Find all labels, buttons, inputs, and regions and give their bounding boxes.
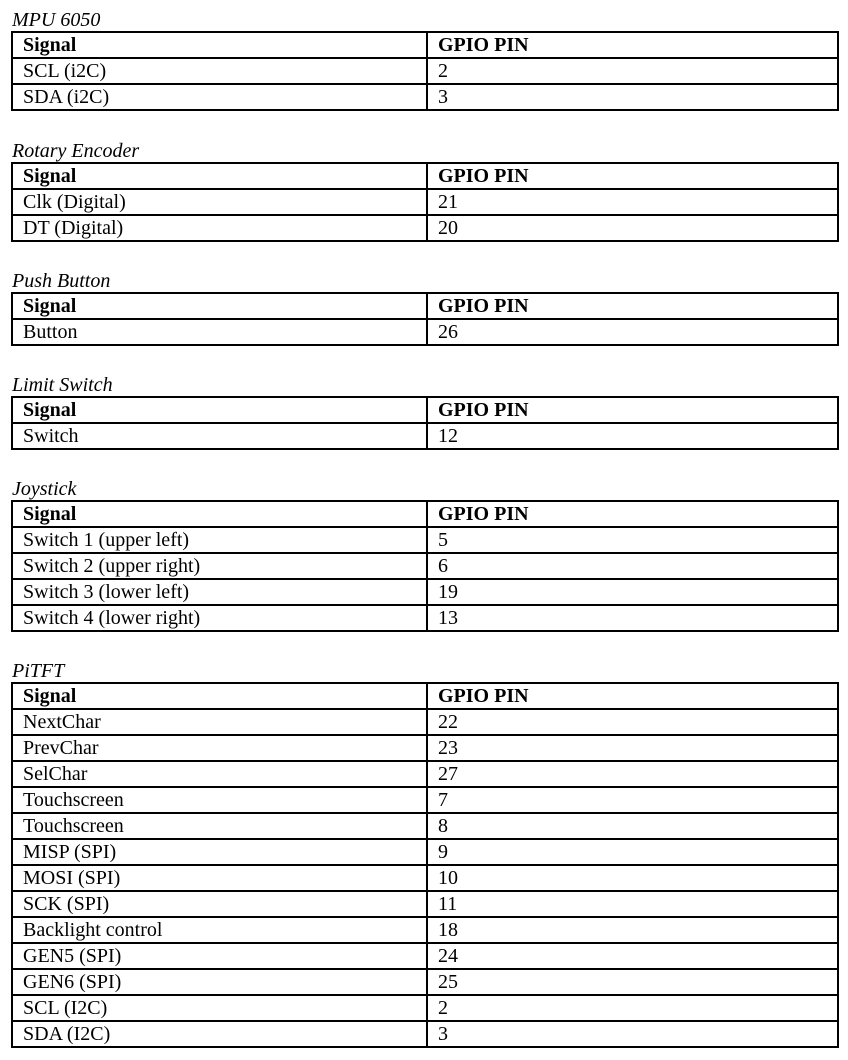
table-row bbox=[12, 579, 838, 605]
cell-signal: Touchscreen bbox=[12, 813, 427, 839]
cell-signal: Switch 4 (lower right) bbox=[12, 605, 427, 631]
header-signal: Signal bbox=[12, 397, 427, 423]
table-row bbox=[12, 813, 838, 839]
cell-signal: Switch 1 (upper left) bbox=[12, 527, 427, 553]
table-header-row bbox=[12, 32, 838, 58]
table-row bbox=[12, 709, 838, 735]
table-header-row bbox=[12, 163, 838, 189]
cell-gpio-pin: 9 bbox=[427, 839, 838, 865]
cell-gpio-pin: 3 bbox=[427, 1021, 838, 1047]
table-row bbox=[12, 969, 838, 995]
table-header-row bbox=[12, 683, 838, 709]
cell-gpio-pin: 25 bbox=[427, 969, 838, 995]
section-joystick bbox=[11, 478, 837, 632]
cell-gpio-pin: 8 bbox=[427, 813, 838, 839]
section-rotary-encoder bbox=[11, 140, 837, 242]
table-row bbox=[12, 865, 838, 891]
cell-signal: Button bbox=[12, 319, 427, 345]
section-mpu6050 bbox=[11, 9, 837, 111]
header-signal: Signal bbox=[12, 32, 427, 58]
cell-gpio-pin: 23 bbox=[427, 735, 838, 761]
section-title: Push Button bbox=[12, 270, 111, 292]
table-header-row bbox=[12, 293, 838, 319]
cell-gpio-pin: 2 bbox=[427, 58, 838, 84]
cell-gpio-pin: 7 bbox=[427, 787, 838, 813]
cell-signal: DT (Digital) bbox=[12, 215, 427, 241]
cell-gpio-pin: 3 bbox=[427, 84, 838, 110]
cell-gpio-pin: 12 bbox=[427, 423, 838, 449]
cell-signal: Touchscreen bbox=[12, 787, 427, 813]
cell-signal: GEN5 (SPI) bbox=[12, 943, 427, 969]
cell-signal: SCL (I2C) bbox=[12, 995, 427, 1021]
pin-table bbox=[11, 31, 839, 111]
section-title: Limit Switch bbox=[12, 374, 113, 396]
cell-signal: PrevChar bbox=[12, 735, 427, 761]
table-header-row bbox=[12, 397, 838, 423]
section-limit-switch bbox=[11, 374, 837, 450]
cell-signal: Backlight control bbox=[12, 917, 427, 943]
table-row bbox=[12, 319, 838, 345]
cell-signal: Switch bbox=[12, 423, 427, 449]
table-row bbox=[12, 891, 838, 917]
cell-gpio-pin: 21 bbox=[427, 189, 838, 215]
cell-gpio-pin: 11 bbox=[427, 891, 838, 917]
cell-signal: NextChar bbox=[12, 709, 427, 735]
header-signal: Signal bbox=[12, 293, 427, 319]
cell-gpio-pin: 20 bbox=[427, 215, 838, 241]
table-row bbox=[12, 84, 838, 110]
table-row bbox=[12, 917, 838, 943]
header-gpio-pin: GPIO PIN bbox=[427, 32, 838, 58]
table-row bbox=[12, 189, 838, 215]
header-gpio-pin: GPIO PIN bbox=[427, 501, 838, 527]
pin-table bbox=[11, 162, 839, 242]
table-row bbox=[12, 553, 838, 579]
section-title: PiTFT bbox=[12, 660, 65, 682]
section-title: Joystick bbox=[12, 478, 77, 500]
cell-signal: MOSI (SPI) bbox=[12, 865, 427, 891]
cell-signal: SCL (i2C) bbox=[12, 58, 427, 84]
table-row bbox=[12, 787, 838, 813]
cell-gpio-pin: 5 bbox=[427, 527, 838, 553]
table-row bbox=[12, 527, 838, 553]
cell-gpio-pin: 27 bbox=[427, 761, 838, 787]
pin-table bbox=[11, 396, 839, 450]
cell-gpio-pin: 2 bbox=[427, 995, 838, 1021]
header-gpio-pin: GPIO PIN bbox=[427, 293, 838, 319]
table-row bbox=[12, 423, 838, 449]
cell-signal: Switch 3 (lower left) bbox=[12, 579, 427, 605]
cell-signal: SelChar bbox=[12, 761, 427, 787]
cell-gpio-pin: 22 bbox=[427, 709, 838, 735]
table-row bbox=[12, 943, 838, 969]
section-pitft bbox=[11, 660, 837, 1048]
header-gpio-pin: GPIO PIN bbox=[427, 397, 838, 423]
header-signal: Signal bbox=[12, 163, 427, 189]
cell-signal: Clk (Digital) bbox=[12, 189, 427, 215]
cell-gpio-pin: 26 bbox=[427, 319, 838, 345]
table-row bbox=[12, 58, 838, 84]
header-signal: Signal bbox=[12, 683, 427, 709]
cell-gpio-pin: 10 bbox=[427, 865, 838, 891]
cell-signal: Switch 2 (upper right) bbox=[12, 553, 427, 579]
cell-signal: SDA (I2C) bbox=[12, 1021, 427, 1047]
table-row bbox=[12, 215, 838, 241]
header-gpio-pin: GPIO PIN bbox=[427, 683, 838, 709]
pin-table bbox=[11, 500, 839, 632]
header-gpio-pin: GPIO PIN bbox=[427, 163, 838, 189]
cell-gpio-pin: 18 bbox=[427, 917, 838, 943]
section-title: MPU 6050 bbox=[12, 9, 101, 31]
cell-signal: SDA (i2C) bbox=[12, 84, 427, 110]
table-row bbox=[12, 761, 838, 787]
pin-table bbox=[11, 292, 839, 346]
cell-signal: MISP (SPI) bbox=[12, 839, 427, 865]
table-row bbox=[12, 1021, 838, 1047]
table-header-row bbox=[12, 501, 838, 527]
cell-signal: GEN6 (SPI) bbox=[12, 969, 427, 995]
table-row bbox=[12, 995, 838, 1021]
header-signal: Signal bbox=[12, 501, 427, 527]
table-row bbox=[12, 839, 838, 865]
cell-gpio-pin: 13 bbox=[427, 605, 838, 631]
cell-gpio-pin: 24 bbox=[427, 943, 838, 969]
pin-table bbox=[11, 682, 839, 1048]
cell-gpio-pin: 19 bbox=[427, 579, 838, 605]
cell-signal: SCK (SPI) bbox=[12, 891, 427, 917]
section-title: Rotary Encoder bbox=[12, 140, 140, 162]
table-row bbox=[12, 735, 838, 761]
cell-gpio-pin: 6 bbox=[427, 553, 838, 579]
table-row bbox=[12, 605, 838, 631]
section-push-button bbox=[11, 270, 837, 346]
